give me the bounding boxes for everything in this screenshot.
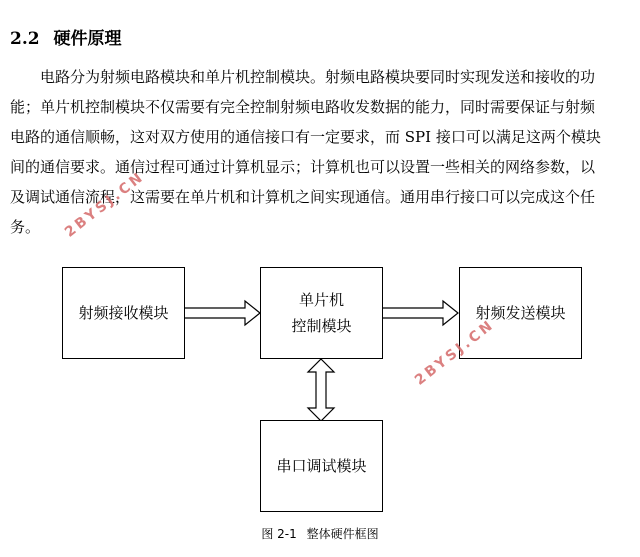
- paragraph-line: 电路分为射频电路模块和单片机控制模块。射频电路模块要同时实现发送和接收的功: [40, 68, 596, 86]
- serial-debug-module-label: 串口调试模块: [276, 457, 367, 475]
- section-number: 2.2: [10, 29, 40, 49]
- figure-number: 图 2-1: [261, 527, 297, 541]
- paragraph-line: 电路的通信顺畅，这对双方使用的通信接口有一定要求，而 SPI 接口可以满足这两个模块: [10, 128, 601, 146]
- hardware-block-diagram: [0, 262, 640, 557]
- watermark-text: 2BYSJ.CN: [412, 316, 498, 389]
- rf-receive-module-box: [62, 267, 185, 359]
- serial-debug-module-box: [260, 420, 383, 512]
- arrow-mcu-serial-bidirectional: [306, 358, 336, 422]
- mcu-control-module-box: [260, 267, 383, 359]
- rf-transmit-module-label: 射频发送模块: [475, 304, 566, 322]
- watermark-text: 2BYSJ.CN: [62, 168, 148, 241]
- paragraph-line: 能；单片机控制模块不仅需要有完全控制射频电路收发数据的能力，同时需要保证与射频: [10, 98, 596, 116]
- mcu-label-line2: 控制模块: [291, 317, 352, 335]
- paragraph-line: 间的通信要求。通信过程可通过计算机显示；计算机也可以设置一些相关的网络参数，以: [10, 158, 596, 176]
- arrow-mcu-to-tx: [381, 298, 461, 328]
- rf-transmit-module-box: [459, 267, 582, 359]
- section-title: 硬件原理: [53, 29, 122, 49]
- paragraph-line: 及调试通信流程，这需要在单片机和计算机之间实现通信。通用串行接口可以完成这个任: [10, 188, 596, 206]
- figure-caption: [0, 525, 640, 543]
- mcu-label-line1: 单片机: [298, 291, 344, 309]
- rf-receive-module-label: 射频接收模块: [78, 304, 169, 322]
- section-heading: [10, 24, 122, 54]
- figure-title: 整体硬件框图: [306, 527, 379, 541]
- paragraph-line: 务。: [10, 218, 41, 236]
- arrow-rx-to-mcu: [183, 298, 263, 328]
